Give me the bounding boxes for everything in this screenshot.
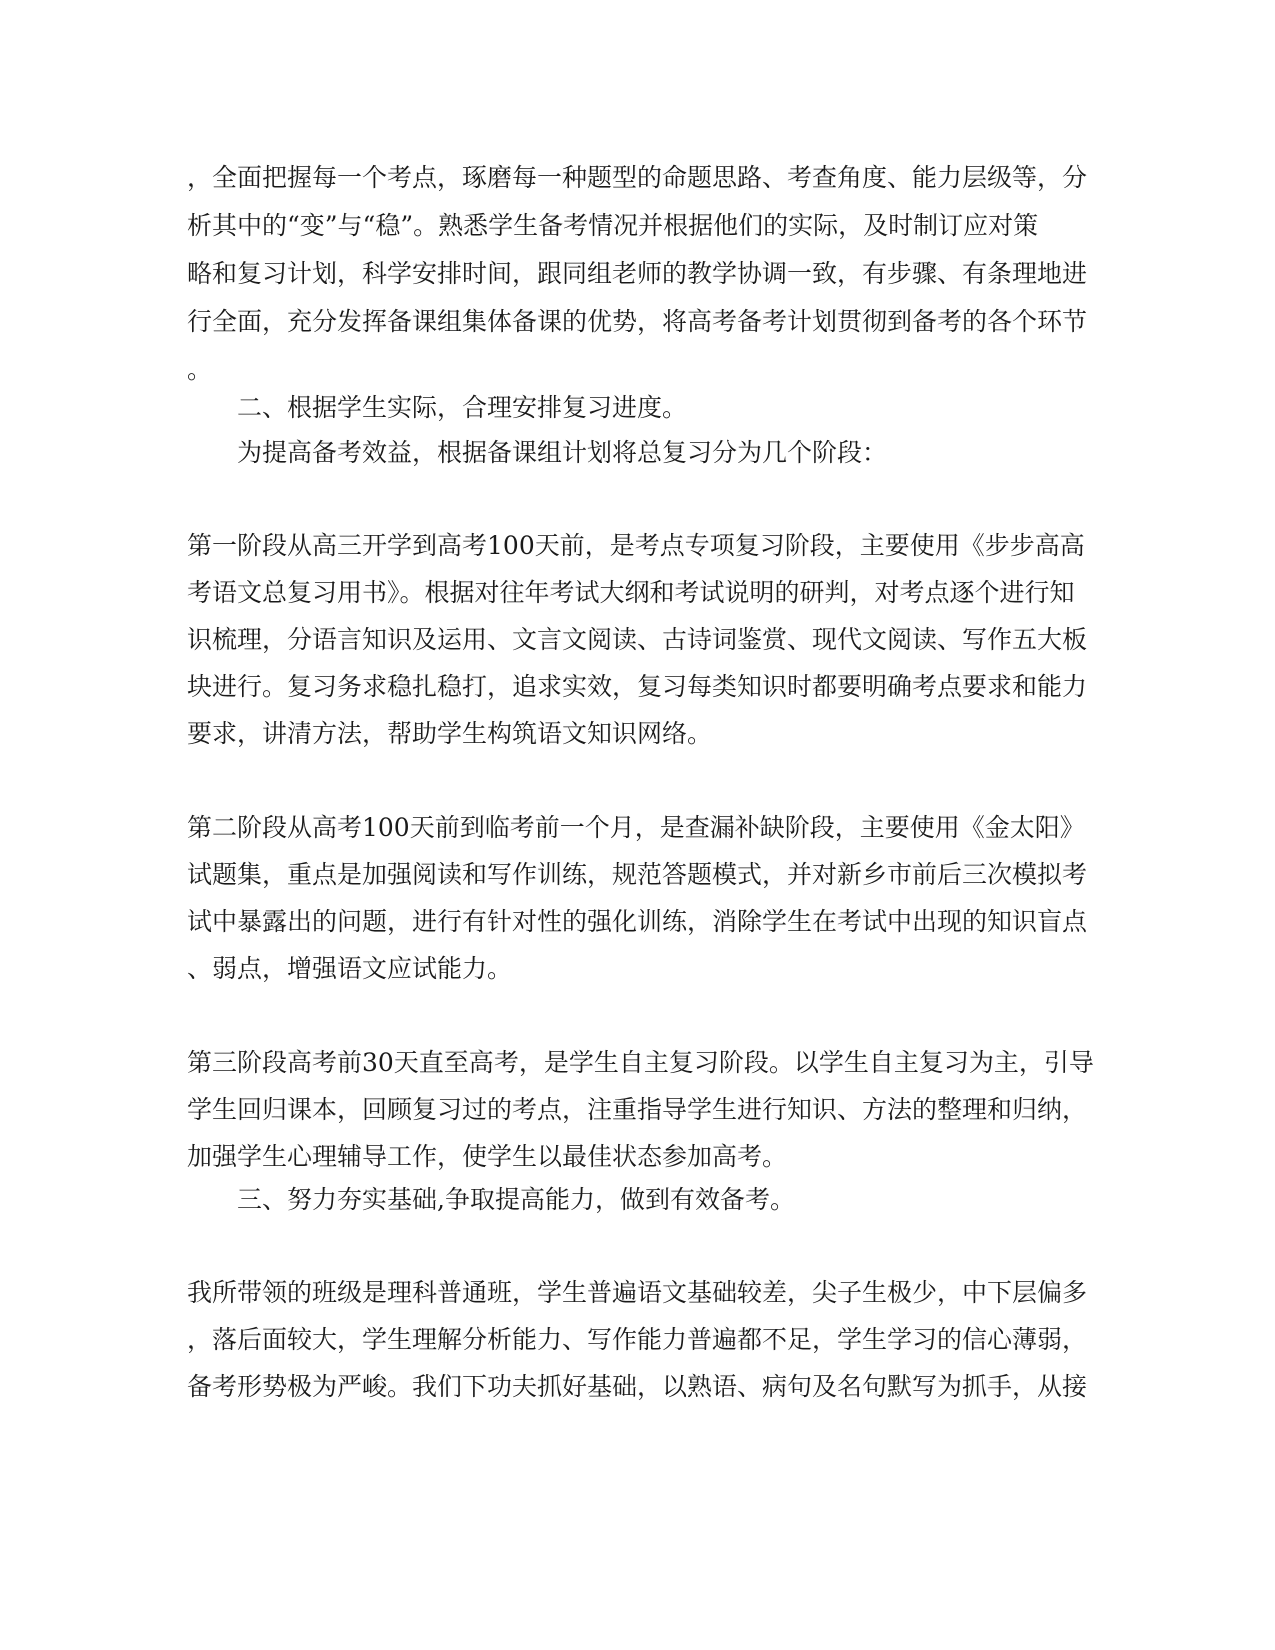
- paragraph-line: 学生回归课本，回顾复习过的考点，注重指导学生进行知识、方法的整理和归纳，: [187, 1095, 1088, 1124]
- paragraph-line: 、弱点，增强语文应试能力。: [187, 954, 513, 983]
- paragraph-line: 加强学生心理辅导工作，使学生以最佳状态参加高考。: [187, 1142, 788, 1171]
- paragraph-line: 行全面，充分发挥备课组集体备课的优势，将高考备考计划贯彻到备考的各个环节: [187, 307, 1088, 336]
- section-heading: 二、根据学生实际，合理安排复习进度。: [237, 393, 688, 422]
- paragraph-line: 块进行。复习务求稳扎稳打，追求实效，复习每类知识时都要明确考点要求和能力: [187, 672, 1088, 701]
- paragraph-line: 第三阶段高考前30天直至高考，是学生自主复习阶段。以学生自主复习为主，引导: [187, 1048, 1094, 1077]
- paragraph-line: 我所带领的班级是理科普通班，学生普遍语文基础较差，尖子生极少，中下层偏多: [187, 1278, 1088, 1307]
- section-heading: 三、努力夯实基础,争取提高能力，做到有效备考。: [237, 1185, 795, 1214]
- paragraph-line: 第一阶段从高三开学到高考100天前，是考点专项复习阶段，主要使用《步步高高: [187, 531, 1085, 560]
- paragraph-line: 备考形势极为严峻。我们下功夫抓好基础，以熟语、病句及名句默写为抓手，从接: [187, 1372, 1088, 1401]
- paragraph-line: 考语文总复习用书》。根据对往年考试大纲和考试说明的研判，对考点逐个进行知: [187, 578, 1075, 607]
- paragraph-line: 要求，讲清方法，帮助学生构筑语文知识网络。: [187, 719, 713, 748]
- paragraph-line: 略和复习计划，科学安排时间，跟同组老师的教学协调一致，有步骤、有条理地进: [187, 259, 1088, 288]
- paragraph-line: 第二阶段从高考100天前到临考前一个月，是查漏补缺阶段，主要使用《金太阳》: [187, 813, 1085, 842]
- paragraph-line: 为提高备考效益，根据备课组计划将总复习分为几个阶段：: [237, 438, 888, 467]
- paragraph-line: 识梳理，分语言知识及运用、文言文阅读、古诗词鉴赏、现代文阅读、写作五大板: [187, 625, 1088, 654]
- paragraph-line: 。: [187, 355, 213, 384]
- paragraph-line: 试中暴露出的问题，进行有针对性的强化训练，消除学生在考试中出现的知识盲点: [187, 907, 1088, 936]
- paragraph-line: ，落后面较大，学生理解分析能力、写作能力普遍都不足，学生学习的信心薄弱，: [187, 1325, 1088, 1354]
- paragraph-line: ，全面把握每一个考点，琢磨每一种题型的命题思路、考查角度、能力层级等，分: [187, 163, 1088, 192]
- paragraph-line: 析其中的“变”与“稳”。熟悉学生备考情况并根据他们的实际，及时制订应对策: [187, 211, 1039, 240]
- paragraph-line: 试题集，重点是加强阅读和写作训练，规范答题模式，并对新乡市前后三次模拟考: [187, 860, 1088, 889]
